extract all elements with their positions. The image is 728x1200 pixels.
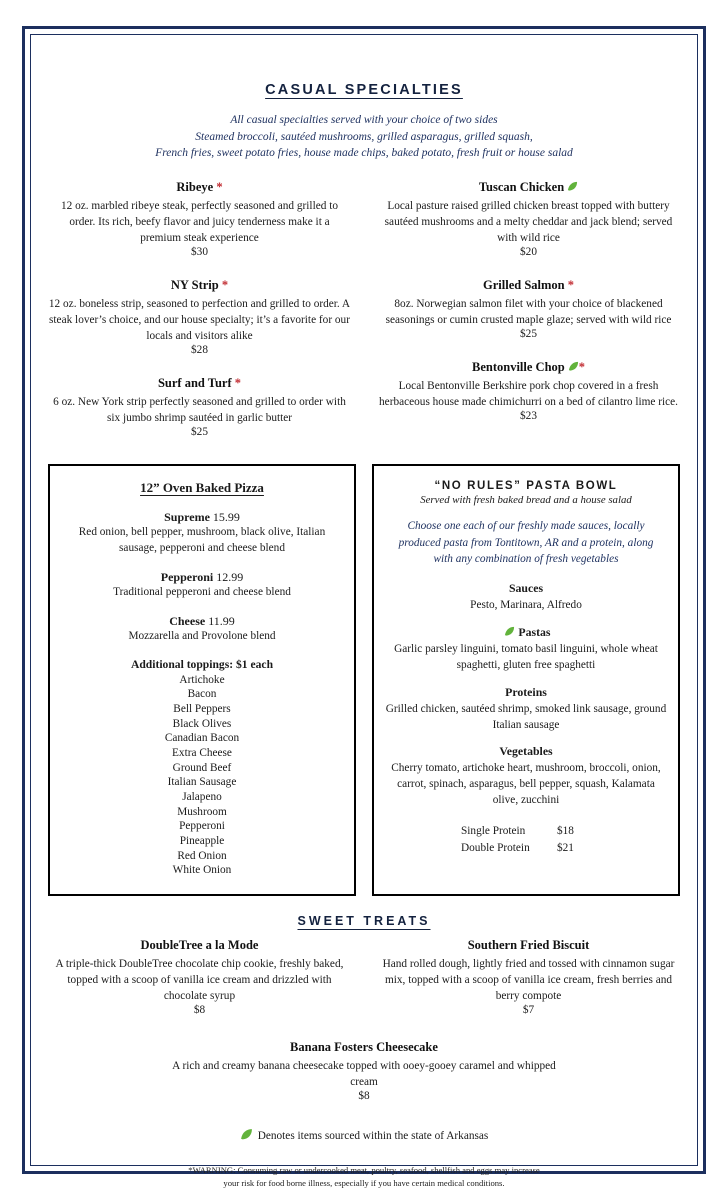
menu-item [377,360,680,422]
pasta-box-lead: Choose one each of our freshly made sauces, locally produced pasta from Tontitown, AR and a protein, along with any combination of fresh vegetables [398,520,654,566]
menu-item-description: 12 oz. marbled ribeye steak, perfectly seasoned and grilled to order. Its rich, beefy flavor and juicy tenderness make it a premium steak experience [61,200,338,245]
pasta-price-label: Double Protein [461,841,530,854]
menu-item-price: $7 [522,1004,535,1017]
boxed-sections [48,464,680,896]
pasta-price-row [384,823,668,840]
menu-item-description: 8oz. Norwegian salmon filet with your choice of blackened seasonings or cumin crusted maple glaze; served with wild rice [385,298,672,327]
legend-text: Denotes items sourced within the state of Arkansas [257,1130,489,1143]
pasta-box-subtitle: Served with fresh baked bread and a house salad [420,494,632,507]
pasta-group-header [384,685,668,700]
pasta-group-options: Garlic parsley linguini, tomato basil linguini, whole wheat spaghetti, gluten free spaghetti [394,643,658,672]
menu-item [48,938,351,1016]
raw-warning-asterisk: * [213,180,223,195]
pasta-group [384,744,668,808]
menu-item-label: Grilled Salmon [483,278,565,293]
allergen-warning [48,1164,680,1190]
topping-item: Italian Sausage [167,776,237,789]
pizza-item-price: 12.99 [216,569,244,584]
pasta-group-options: Cherry tomato, artichoke heart, mushroom, broccoli, onion, carrot, spinach, asparagus, bell pepper, squash, Kalamata olive, zucchini [391,762,661,807]
intro-line-2: Steamed broccoli, sautéed mushrooms, grilled asparagus, grilled squash, [195,130,533,143]
menu-item-label: Ribeye [176,180,214,195]
section-title-casual-specialties: CASUAL SPECIALTIES [265,82,463,98]
topping-item: Ground Beef [172,761,232,774]
pasta-group-label: Pastas [518,625,551,640]
pizza-box [48,464,356,896]
pasta-group-header [384,581,668,596]
pizza-item-name [60,570,344,585]
intro-line-1: All casual specialties served with your choice of two sides [230,114,498,126]
pasta-group-options: Grilled chicken, sautéed shrimp, smoked link sausage, ground Italian sausage [385,702,667,731]
pasta-group-header [384,625,668,640]
menu-item [48,278,351,356]
pasta-group-label: Proteins [505,684,547,699]
menu-item-label: Surf and Turf [157,376,232,391]
raw-warning-asterisk: * [218,278,229,293]
sweet-column-left [48,938,351,1036]
menu-item-label: Tuscan Chicken [478,180,565,195]
menu-item [377,180,680,258]
pizza-item-name [60,614,344,629]
menu-item-name [377,180,680,195]
menu-item-description: 12 oz. boneless strip, seasoned to perfection and grilled to order. A steak lover’s choice, and our house specialty; it’s a favorite for our locals and visitors alike [48,298,351,343]
additional-toppings-header: Additional toppings: $1 each [130,657,274,671]
menu-item-label: Bentonville Chop [472,360,565,375]
warning-line-1: *WARNING: Consuming raw or undercooked meat, poultry, seafood, shellfish and eggs may increase [188,1165,540,1176]
raw-warning-asterisk: * [578,360,585,375]
menu-item-price: $8 [193,1004,206,1017]
casual-specialties-intro [48,112,680,162]
pizza-item-label: Pepperoni [160,569,214,584]
menu-item-name [377,360,680,375]
arkansas-leaf-icon [240,1128,253,1141]
pizza-item-description: Traditional pepperoni and cheese blend [113,585,291,598]
pasta-group-header [384,744,668,759]
legend [48,1128,680,1142]
menu-item-description: A rich and creamy banana cheesecake topped with ooey-gooey caramel and whipped cream [172,1060,556,1089]
pizza-item-name [60,510,344,525]
menu-item-price: $8 [358,1090,370,1103]
menu-item-name [48,376,351,391]
menu-item-name: Banana Fosters Cheesecake [290,1040,438,1055]
menu-item-name [48,278,351,293]
sweet-column-right [377,938,680,1036]
topping-item: Artichoke [179,673,225,686]
pasta-group [384,581,668,614]
pizza-item [60,570,344,601]
menu-item-name [377,278,680,293]
topping-item: Bacon [187,688,217,701]
pasta-price-label: Single Protein [461,824,526,837]
menu-item-description: A triple-thick DoubleTree chocolate chip cookie, freshly baked, topped with a scoop of vanilla ice cream and drizzled with chocolate syrup [55,957,344,1002]
section-title-sweet-treats: SWEET TREATS [297,913,431,928]
raw-warning-asterisk: * [564,278,574,293]
pasta-group-label: Sauces [508,581,544,596]
topping-item: Red Onion [177,849,227,862]
menu-item-description: Local Bentonville Berkshire pork chop covered in a fresh herbaceous house made chimichurri on a bed of cilantro lime rice. [379,380,678,409]
entree-column-left [48,180,351,458]
topping-item: White Onion [172,864,232,877]
entree-column-right [377,180,680,458]
menu-item-name: DoubleTree a la Mode [140,937,259,952]
pasta-group [384,685,668,734]
menu-item-name: Southern Fried Biscuit [467,937,590,952]
pasta-price-list [384,823,668,857]
menu-item [168,1040,560,1102]
additional-toppings-list [60,673,344,878]
topping-item: Extra Cheese [172,746,232,759]
pizza-item-description: Mozzarella and Provolone blend [128,629,276,642]
pasta-group-options: Pesto, Marinara, Alfredo [470,599,582,612]
menu-item-price: $28 [191,344,208,357]
pasta-bowl-box [372,464,680,896]
pasta-price-value: $21 [557,841,574,854]
menu-item-price: $25 [520,328,537,341]
pizza-item [60,510,344,557]
pasta-group [384,625,668,674]
menu-item-description: 6 oz. New York strip perfectly seasoned and grilled to order with six jumbo shrimp sautéed in garlic butter [53,396,346,425]
arkansas-leaf-icon [568,361,579,372]
arkansas-leaf-icon [504,626,515,637]
menu-item-price: $20 [520,246,537,259]
raw-warning-asterisk: * [231,376,242,391]
pizza-item-label: Supreme [164,510,210,525]
pizza-item-label: Cheese [169,613,206,628]
topping-item: Mushroom [177,805,227,818]
menu-item-name [48,180,351,195]
pizza-item-description: Red onion, bell pepper, mushroom, black olive, Italian sausage, pepperoni and cheese blend [78,526,326,555]
menu-item [377,278,680,340]
topping-item: Pepperoni [179,820,225,833]
menu-item-price: $25 [191,426,208,439]
menu-item-price: $30 [191,246,208,259]
topping-item: Jalapeno [182,790,222,803]
pasta-group-label: Vegetables [499,744,553,759]
pizza-item-price: 15.99 [212,510,240,525]
topping-item: Pineapple [179,834,225,847]
warning-line-2: your risk for food borne illness, especially if you have certain medical conditions. [223,1177,505,1188]
menu-item [377,938,680,1016]
topping-item: Bell Peppers [173,702,231,715]
menu-content [48,52,680,1188]
sweets-grid [48,938,680,1036]
pasta-box-title: “NO RULES” PASTA BOWL [434,480,618,493]
intro-line-3: French fries, sweet potato fries, house made chips, baked potato, fresh fruit or house salad [155,147,573,160]
pasta-price-row [384,840,668,857]
menu-item-description: Hand rolled dough, lightly fried and tossed with cinnamon sugar mix, topped with a scoop of vanilla ice cream, fresh berries and berry compote [382,957,675,1002]
topping-item: Canadian Bacon [164,732,240,745]
menu-item [48,376,351,438]
pizza-item-price: 11.99 [208,613,235,628]
menu-item [48,180,351,258]
topping-item: Black Olives [172,717,232,730]
arkansas-leaf-icon [567,181,578,192]
pasta-price-value: $18 [557,824,574,837]
pizza-item [60,614,344,645]
pizza-box-title: 12” Oven Baked Pizza [140,480,264,496]
menu-item-price: $23 [520,410,537,423]
menu-item-label: NY Strip [170,278,219,293]
menu-item-description: Local pasture raised grilled chicken breast topped with buttery sautéed mushrooms and a melty cheddar and jack blend; served with wild rice [384,200,673,245]
entree-grid [48,180,680,458]
